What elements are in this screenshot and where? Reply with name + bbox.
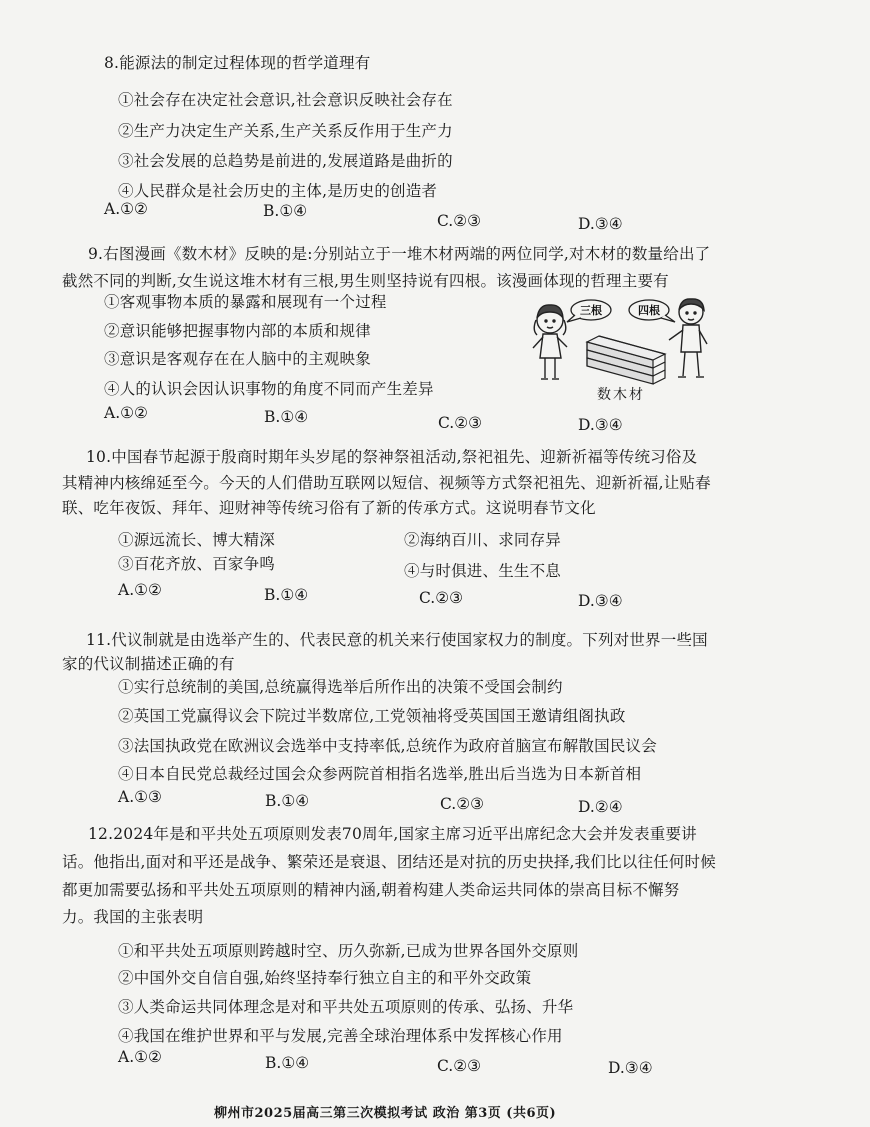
bubble-right-text: 四根 <box>638 304 660 317</box>
answer-option-a: A.①② <box>118 581 162 599</box>
answer-option-d: D.③④ <box>608 1059 653 1077</box>
answer-option-a: A.①② <box>104 404 148 422</box>
answer-option-a: A.①② <box>104 200 148 218</box>
answer-option-b: B.①④ <box>264 408 309 426</box>
answer-option-d: D.③④ <box>578 215 623 233</box>
choice-item: ①客观事物本质的暴露和展现有一个过程 <box>104 293 387 311</box>
choice-item: ④我国在维护世界和平与发展,完善全球治理体系中发挥核心作用 <box>118 1027 563 1045</box>
question-stem-line: 都更加需要弘扬和平共处五项原则的精神内涵,朝着构建人类命运共同体的崇高目标不懈努 <box>62 881 680 899</box>
choice-item: ③法国执政党在欧洲议会选举中支持率低,总统作为政府首脑宣布解散国民议会 <box>118 737 657 755</box>
question-stem-line: 10.中国春节起源于殷商时期年头岁尾的祭神祭祖活动,祭祀祖先、迎新祈福等传统习俗及 <box>86 448 698 466</box>
question-stem-line: 12.2024年是和平共处五项原则发表70周年,国家主席习近平出席纪念大会并发表重要讲 <box>88 825 697 843</box>
answer-option-d: D.③④ <box>578 592 623 610</box>
question-stem-line: 9.右图漫画《数木材》反映的是:分别站立于一堆木材两端的两位同学,对木材的数量给出了 <box>88 245 711 263</box>
answer-option-b: B.①④ <box>265 1054 310 1072</box>
answer-option-b: B.①④ <box>265 792 310 810</box>
choice-item: ②生产力决定生产关系,生产关系反作用于生产力 <box>118 122 453 140</box>
speech-bubble-left <box>567 300 611 322</box>
question-stem-line: 力。我国的主张表明 <box>62 908 204 926</box>
choice-item: ④人民群众是社会历史的主体,是历史的创造者 <box>118 182 438 200</box>
choice-item: ①社会存在决定社会意识,社会意识反映社会存在 <box>118 91 453 109</box>
question-stem-line: 家的代议制描述正确的有 <box>62 655 235 673</box>
question-stem-line: 其精神内核绵延至今。今天的人们借助互联网以短信、视频等方式祭祀祖先、迎新祈福,让贴春 <box>62 474 711 492</box>
choice-item: ②中国外交自信自强,始终坚持奉行独立自主的和平外交政策 <box>118 969 532 987</box>
choice-item: ④人的认识会因认识事物的角度不同而产生差异 <box>104 380 434 398</box>
answer-option-c: C.②③ <box>437 212 482 230</box>
answer-option-b: B.①④ <box>263 202 308 220</box>
question-stem-line: 11.代议制就是由选举产生的、代表民意的机关来行使国家权力的制度。下列对世界一些国 <box>86 631 708 649</box>
answer-option-a: A.①② <box>118 1048 162 1066</box>
choice-item: ②意识能够把握事物内部的本质和规律 <box>104 322 371 340</box>
answer-option-c: C.②③ <box>440 795 485 813</box>
answer-option-a: A.①③ <box>118 788 162 806</box>
question-stem-line: 话。他指出,面对和平还是战争、繁荣还是衰退、团结还是对抗的历史抉择,我们比以往任何时候 <box>62 853 716 871</box>
boy-figure <box>669 299 707 377</box>
choice-item: ③百花齐放、百家争鸣 <box>118 555 276 573</box>
answer-option-b: B.①④ <box>264 586 309 604</box>
answer-option-c: C.②③ <box>419 589 464 607</box>
choice-item: ④日本自民党总裁经过国会众参两院首相指名选举,胜出后当选为日本新首相 <box>118 765 642 783</box>
choice-item: ④与时俱进、生生不息 <box>404 562 562 580</box>
question-stem: 8.能源法的制定过程体现的哲学道理有 <box>104 54 371 72</box>
answer-option-d: D.③④ <box>578 416 623 434</box>
answer-option-c: C.②③ <box>438 414 483 432</box>
question-stem-line: 截然不同的判断,女生说这堆木材有三根,男生则坚持说有四根。该漫画体现的哲理主要有 <box>62 272 669 290</box>
cartoon-caption: 数木材 <box>597 387 645 403</box>
choice-item: ③人类命运共同体理念是对和平共处五项原则的传承、弘扬、升华 <box>118 998 574 1016</box>
choice-item: ③社会发展的总趋势是前进的,发展道路是曲折的 <box>118 152 453 170</box>
question-stem-line: 联、吃年夜饭、拜年、迎财神等传统习俗有了新的传承方式。这说明春节文化 <box>62 499 596 517</box>
choice-item: ①和平共处五项原则跨越时空、历久弥新,已成为世界各国外交原则 <box>118 942 579 960</box>
choice-item: ③意识是客观存在在人脑中的主观映象 <box>104 350 371 368</box>
page-footer: 柳州市2025届高三第三次模拟考试 政治 第3页 (共6页) <box>214 1106 557 1121</box>
choice-item: ②英国工党赢得议会下院过半数席位,工党领袖将受英国国王邀请组阁执政 <box>118 707 626 725</box>
choice-item: ①源远流长、博大精深 <box>118 531 276 549</box>
choice-item: ②海纳百川、求同存异 <box>404 531 562 549</box>
log-pile <box>587 336 665 384</box>
speech-bubble-right <box>629 300 675 322</box>
answer-option-d: D.②④ <box>578 798 623 816</box>
choice-item: ①实行总统制的美国,总统赢得选举后所作出的决策不受国会制约 <box>118 678 563 696</box>
girl-figure <box>533 305 567 379</box>
bubble-left-text: 三根 <box>580 304 602 317</box>
answer-option-c: C.②③ <box>437 1057 482 1075</box>
